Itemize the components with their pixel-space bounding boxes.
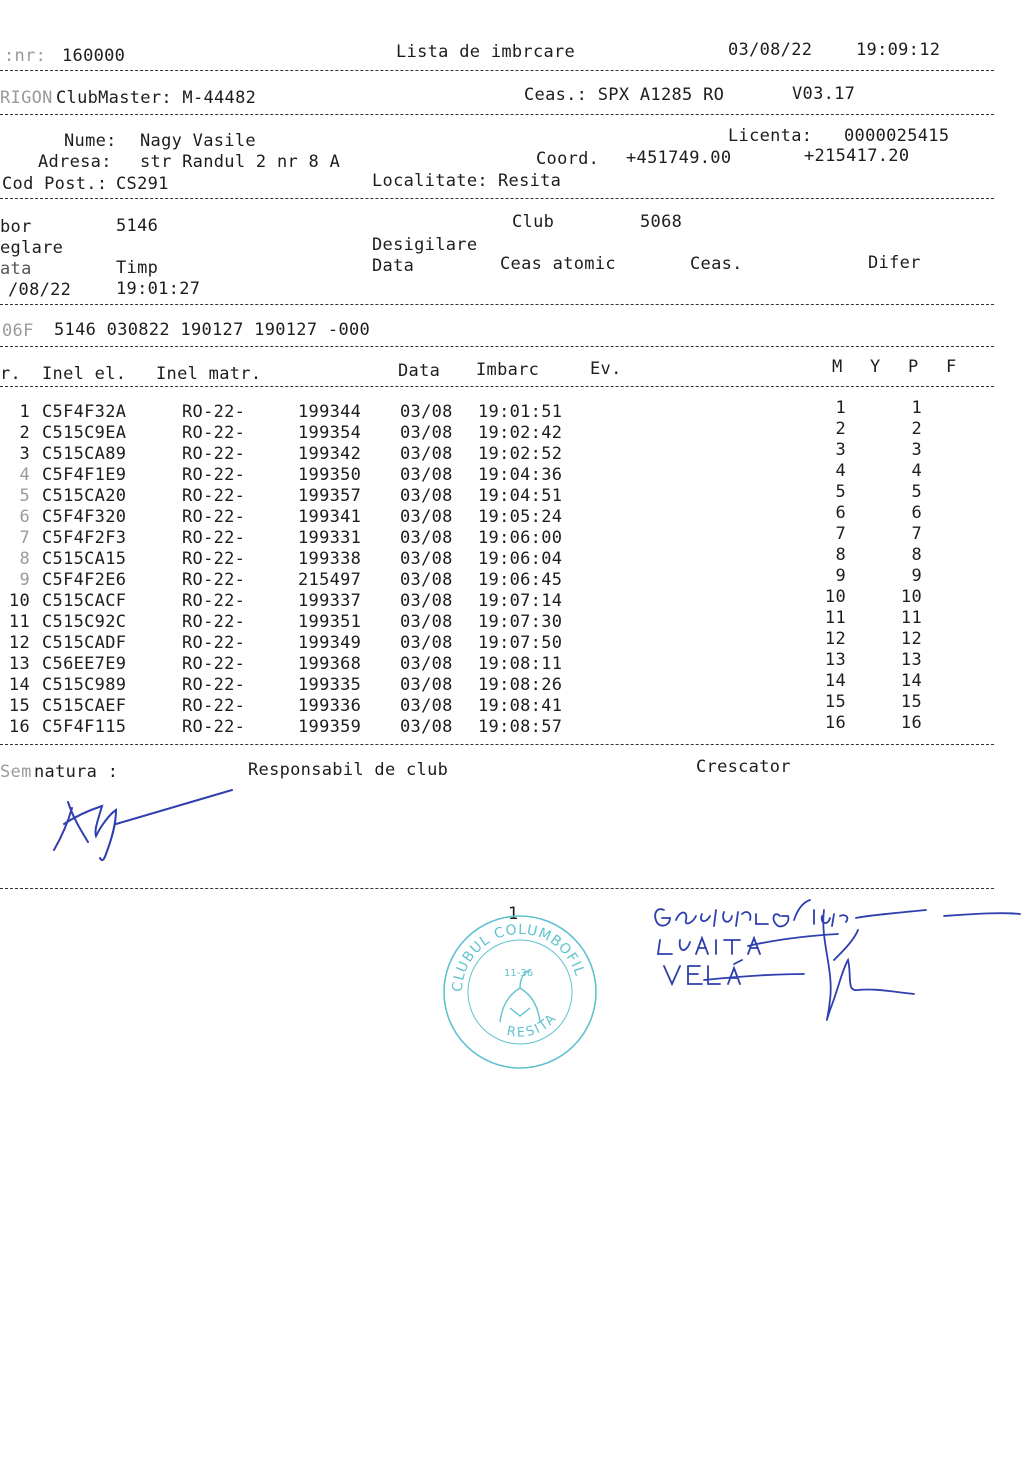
row-date: 03/08: [400, 507, 453, 527]
row-time: 19:02:52: [478, 444, 563, 464]
row-ring-prefix: RO-22-: [182, 612, 246, 632]
row-m: 14: [824, 671, 846, 691]
col-f: F: [946, 357, 957, 377]
version: V03.17: [792, 84, 856, 104]
owner-name: Nagy Vasile: [140, 131, 256, 151]
row-p: 6: [911, 503, 922, 523]
row-p: 1: [911, 398, 922, 418]
row-ring-prefix: RO-22-: [182, 570, 246, 590]
row-date: 03/08: [400, 423, 453, 443]
row-time: 19:08:26: [478, 675, 563, 695]
row-ring-serial: 199359: [298, 717, 362, 737]
row-m: 13: [824, 650, 846, 670]
row-number: 11: [8, 612, 30, 632]
row-ring-prefix: RO-22-: [182, 423, 246, 443]
row-ring-prefix: RO-22-: [182, 717, 246, 737]
row-ring-serial: 199331: [298, 528, 362, 548]
row-ring-electronic: C56EE7E9: [42, 654, 127, 674]
row-ring-serial: 199344: [298, 402, 362, 422]
licence-number: 0000025415: [844, 126, 950, 146]
row-m: 9: [835, 566, 846, 586]
row-ring-electronic: C5F4F1E9: [42, 465, 127, 485]
row-number: 6: [19, 507, 30, 527]
divider: [0, 70, 994, 71]
col-inel-matr: Inel matr.: [156, 364, 262, 384]
svg-text:RESITA: RESITA: [505, 1010, 561, 1041]
coord-lat: +451749.00: [626, 148, 732, 168]
clubmaster-prefix-fragment: RIGON: [0, 88, 53, 108]
row-ring-prefix: RO-22-: [182, 507, 246, 527]
atomic-clock-label: Ceas atomic: [500, 254, 616, 274]
row-m: 7: [835, 524, 846, 544]
row-ring-electronic: C515CA20: [42, 486, 127, 506]
row-ring-prefix: RO-22-: [182, 465, 246, 485]
row-ring-serial: 199350: [298, 465, 362, 485]
row-date: 03/08: [400, 717, 453, 737]
owner-address: str Randul 2 nr 8 A: [140, 152, 341, 172]
page-number: 1: [508, 904, 519, 924]
row-number: 1: [19, 402, 30, 422]
row-time: 19:08:57: [478, 717, 563, 737]
row-number: 4: [19, 465, 30, 485]
row-p: 9: [911, 566, 922, 586]
row-p: 14: [900, 671, 922, 691]
row-m: 2: [835, 419, 846, 439]
divider: [0, 386, 994, 387]
col-nr: r.: [0, 364, 22, 384]
row-m: 5: [835, 482, 846, 502]
row-m: 8: [835, 545, 846, 565]
unseal-label: Desigilare: [372, 235, 478, 255]
divider: [0, 346, 994, 347]
row-time: 19:08:41: [478, 696, 563, 716]
club-label: Club: [512, 212, 555, 232]
col-m: M: [832, 357, 843, 377]
row-ring-prefix: RO-22-: [182, 549, 246, 569]
row-date: 03/08: [400, 465, 453, 485]
row-ring-electronic: C515C9EA: [42, 423, 127, 443]
row-m: 1: [835, 398, 846, 418]
locality: Resita: [498, 171, 562, 191]
row-p: 10: [900, 587, 922, 607]
club-number: 5068: [640, 212, 683, 232]
row-date: 03/08: [400, 654, 453, 674]
row-ring-electronic: C5F4F115: [42, 717, 127, 737]
row-m: 11: [824, 608, 846, 628]
committee-signatures: [644, 880, 1024, 1030]
row-number: 14: [8, 675, 30, 695]
row-m: 3: [835, 440, 846, 460]
row-ring-electronic: C5F4F2E6: [42, 570, 127, 590]
row-time: 19:07:14: [478, 591, 563, 611]
row-ring-serial: 199336: [298, 696, 362, 716]
row-ring-electronic: C515CACF: [42, 591, 127, 611]
row-date: 03/08: [400, 612, 453, 632]
row-date: 03/08: [400, 402, 453, 422]
breeder-label: Crescator: [696, 757, 791, 777]
row-p: 15: [900, 692, 922, 712]
header-time: 19:09:12: [856, 40, 941, 60]
row-number: 10: [8, 591, 30, 611]
row-ring-prefix: RO-22-: [182, 402, 246, 422]
row-ring-prefix: RO-22-: [182, 486, 246, 506]
row-time: 19:07:50: [478, 633, 563, 653]
row-time: 19:04:51: [478, 486, 563, 506]
row-ring-serial: 199337: [298, 591, 362, 611]
row-ring-serial: 199368: [298, 654, 362, 674]
row-ring-prefix: RO-22-: [182, 591, 246, 611]
row-ring-serial: 199342: [298, 444, 362, 464]
seal-label: eglare: [0, 238, 64, 258]
row-time: 19:05:24: [478, 507, 563, 527]
row-p: 11: [900, 608, 922, 628]
divider: [0, 114, 994, 115]
row-number: 13: [8, 654, 30, 674]
row-ring-electronic: C515CADF: [42, 633, 127, 653]
postal-label: Cod Post.:: [2, 174, 108, 194]
postal-code: CS291: [116, 174, 169, 194]
row-p: 2: [911, 419, 922, 439]
row-time: 19:01:51: [478, 402, 563, 422]
row-time: 19:07:30: [478, 612, 563, 632]
row-m: 6: [835, 503, 846, 523]
name-label: Nume:: [64, 131, 117, 151]
difference-label: Difer: [868, 253, 921, 273]
row-m: 12: [824, 629, 846, 649]
row-m: 15: [824, 692, 846, 712]
address-label: Adresa:: [38, 152, 112, 172]
locality-label: Localitate:: [372, 171, 488, 191]
row-ring-serial: 199349: [298, 633, 362, 653]
row-number: 2: [19, 423, 30, 443]
svg-text:CLUBUL COLUMBOFIL: CLUBUL COLUMBOFIL: [449, 921, 588, 993]
col-imbarc: Imbarc: [476, 360, 540, 380]
row-ring-electronic: C515C989: [42, 675, 127, 695]
licence-label: Licenta:: [728, 126, 813, 146]
row-ring-electronic: C515C92C: [42, 612, 127, 632]
row-ring-prefix: RO-22-: [182, 696, 246, 716]
code-line-prefix-fragment: 06F: [2, 321, 34, 341]
row-number: 16: [8, 717, 30, 737]
row-date: 03/08: [400, 696, 453, 716]
col-y: Y: [870, 357, 881, 377]
row-number: 12: [8, 633, 30, 653]
row-ring-serial: 199354: [298, 423, 362, 443]
club-stamp-logo: [440, 912, 600, 1072]
row-p: 3: [911, 440, 922, 460]
svg-text:11-36: 11-36: [504, 968, 534, 979]
row-time: 19:06:00: [478, 528, 563, 548]
row-p: 12: [900, 629, 922, 649]
row-date: 03/08: [400, 570, 453, 590]
header-date: 03/08/22: [728, 40, 813, 60]
row-date: 03/08: [400, 633, 453, 653]
row-p: 4: [911, 461, 922, 481]
clock-id: Ceas.: SPX A1285 RO: [524, 85, 725, 105]
coord-lon: +215417.20: [804, 146, 910, 166]
divider: [0, 304, 994, 305]
row-p: 13: [900, 650, 922, 670]
row-m: 4: [835, 461, 846, 481]
signature-label: natura :: [34, 762, 119, 782]
divider: [0, 744, 994, 745]
row-date: 03/08: [400, 549, 453, 569]
row-date: 03/08: [400, 528, 453, 548]
row-ring-serial: 199341: [298, 507, 362, 527]
seal-time-label: Timp: [116, 258, 159, 278]
seal-date: /08/22: [8, 280, 72, 300]
seal-time: 19:01:27: [116, 279, 201, 299]
col-inel-el: Inel el.: [42, 364, 127, 384]
clock-label: Ceas.: [690, 254, 743, 274]
row-p: 16: [900, 713, 922, 733]
row-date: 03/08: [400, 444, 453, 464]
bor-label: bor: [0, 217, 32, 237]
col-ev: Ev.: [590, 359, 622, 379]
owner-signature: [40, 780, 240, 870]
code-line: 5146 030822 190127 190127 -000: [54, 320, 371, 340]
divider: [0, 198, 994, 199]
row-ring-serial: 215497: [298, 570, 362, 590]
col-data: Data: [398, 361, 441, 381]
seal-date-label: ata: [0, 259, 32, 279]
row-number: 15: [8, 696, 30, 716]
row-p: 5: [911, 482, 922, 502]
document-title: Lista de imbrcare: [396, 42, 576, 62]
row-date: 03/08: [400, 675, 453, 695]
row-ring-prefix: RO-22-: [182, 528, 246, 548]
row-number: 5: [19, 486, 30, 506]
row-ring-serial: 199335: [298, 675, 362, 695]
row-ring-electronic: C515CA15: [42, 549, 127, 569]
responsible-label: Responsabil de club: [248, 760, 449, 780]
row-time: 19:08:11: [478, 654, 563, 674]
row-ring-serial: 199338: [298, 549, 362, 569]
ref-number: 160000: [62, 46, 126, 66]
row-p: 8: [911, 545, 922, 565]
col-p: P: [908, 357, 919, 377]
row-ring-prefix: RO-22-: [182, 444, 246, 464]
row-time: 19:02:42: [478, 423, 563, 443]
signature-prefix-fragment: Sem: [0, 762, 32, 782]
row-ring-serial: 199357: [298, 486, 362, 506]
row-number: 9: [19, 570, 30, 590]
row-ring-prefix: RO-22-: [182, 633, 246, 653]
row-ring-prefix: RO-22-: [182, 675, 246, 695]
row-number: 3: [19, 444, 30, 464]
row-ring-electronic: C515CA89: [42, 444, 127, 464]
row-ring-prefix: RO-22-: [182, 654, 246, 674]
row-p: 7: [911, 524, 922, 544]
row-time: 19:06:45: [478, 570, 563, 590]
row-ring-electronic: C5F4F320: [42, 507, 127, 527]
bor-number: 5146: [116, 216, 159, 236]
row-date: 03/08: [400, 486, 453, 506]
row-ring-electronic: C5F4F32A: [42, 402, 127, 422]
row-ring-electronic: C515CAEF: [42, 696, 127, 716]
clubmaster-id: ClubMaster: M-44482: [56, 88, 257, 108]
row-time: 19:06:04: [478, 549, 563, 569]
row-m: 16: [824, 713, 846, 733]
row-ring-serial: 199351: [298, 612, 362, 632]
row-number: 7: [19, 528, 30, 548]
row-ring-electronic: C5F4F2F3: [42, 528, 127, 548]
ref-prefix-fragment: :nr:: [4, 46, 47, 66]
coord-label: Coord.: [536, 149, 600, 169]
row-number: 8: [19, 549, 30, 569]
unseal-date-label: Data: [372, 256, 415, 276]
row-date: 03/08: [400, 591, 453, 611]
row-time: 19:04:36: [478, 465, 563, 485]
row-m: 10: [824, 587, 846, 607]
